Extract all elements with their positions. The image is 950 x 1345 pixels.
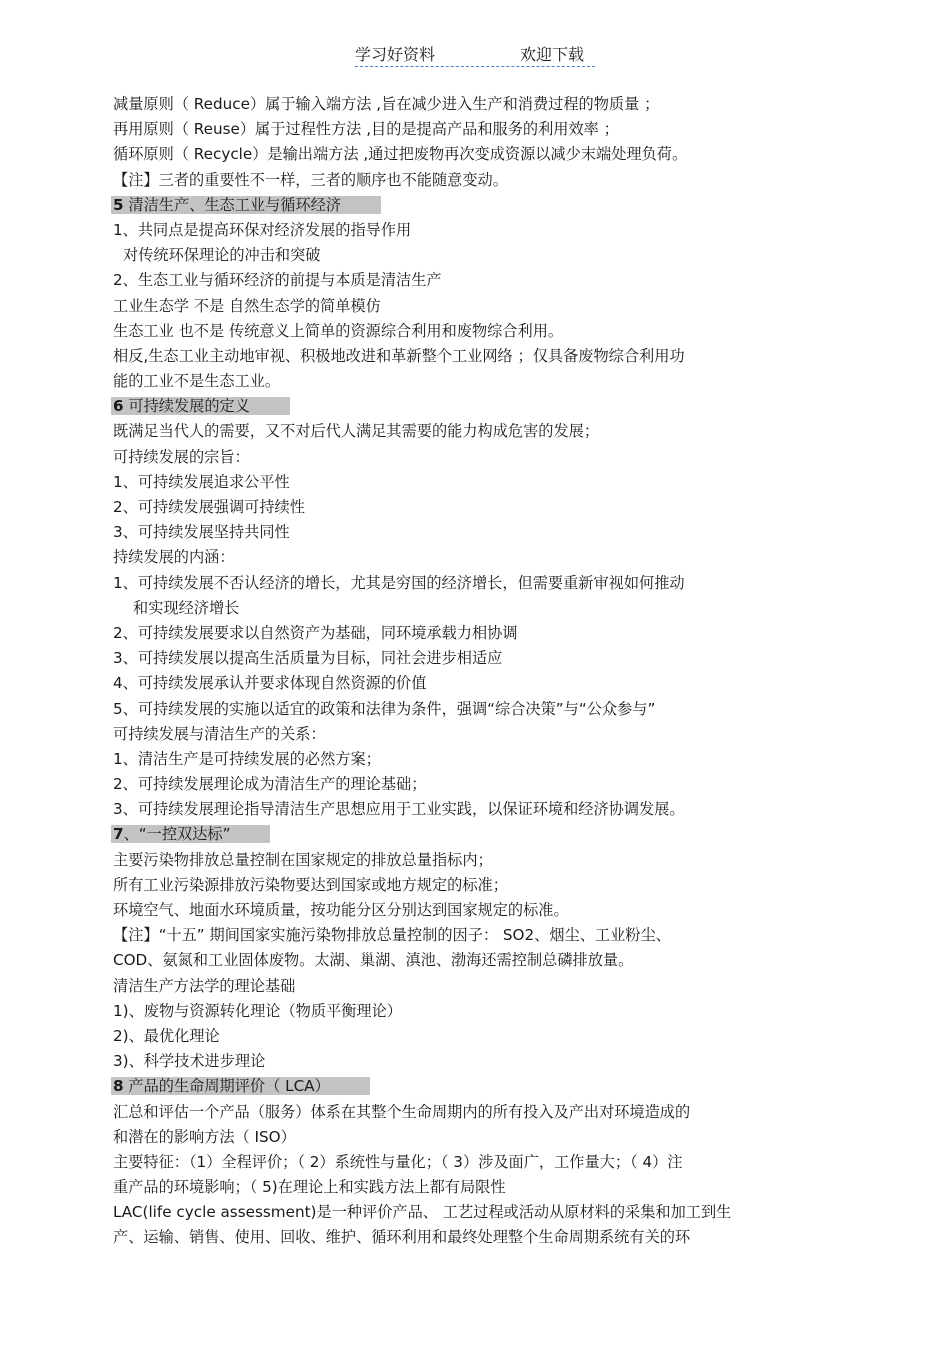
text-line: 主要污染物排放总量控制在国家规定的排放总量指标内； [113,850,493,869]
text-line: 产、运输、销售、使用、回收、维护、循环利用和最终处理整个生命周期系统有关的环 [113,1228,691,1247]
heading-number: 7 [113,825,124,844]
header-left-text: 学习好资料 [355,45,436,64]
text-line: 可持续发展的宗旨： [113,447,250,466]
text-line: 1)、废物与资源转化理论（物质平衡理论） [113,1001,402,1020]
page-header [355,40,595,67]
heading-highlight [111,397,290,415]
heading-highlight [111,1077,370,1095]
text-line: 3)、科学技术进步理论 [113,1052,266,1071]
text-line: 4、可持续发展承认并要求体现自然资源的价值 [113,674,427,693]
text-line: 可持续发展与清洁生产的关系： [113,724,326,743]
section-heading [113,394,843,419]
text-line: 重产品的环境影响；（ 5)在理论上和实践方法上都有局限性 [113,1178,506,1197]
section-heading [113,1074,843,1099]
text-line: 1、可持续发展追求公平性 [113,472,290,491]
heading-number: 8 [113,1077,124,1096]
text-line: 1、可持续发展不否认经济的增长，尤其是穷国的经济增长，但需要重新审视如何推动 [113,573,685,592]
section-heading [113,193,843,218]
text-line: 减量原则（ Reduce）属于输入端方法 ,旨在减少进入生产和消费过程的物质量 ； [113,95,660,113]
text-line: 2)、最优化理论 [113,1026,220,1045]
text-line: 清洁生产方法学的理论基础 [113,976,296,995]
text-line: 【注】“十五” 期间国家实施污染物排放总量控制的因子： SO2、烟尘、工业粉尘、 [113,926,671,945]
document-body [113,92,843,1251]
heading-text: 产品的生命周期评价（ LCA） [123,1077,330,1096]
section-heading [113,822,843,847]
text-line: 2、可持续发展理论成为清洁生产的理论基础； [113,775,427,794]
heading-text: 、“一控双达标” [123,825,231,844]
text-line: 和实现经济增长 [133,598,240,617]
text-line: 生态工业 也不是 传统意义上简单的资源综合利用和废物综合利用。 [113,321,564,340]
text-line: 1、共同点是提高环保对经济发展的指导作用 [113,220,412,239]
text-line: 所有工业污染源排放污染物要达到国家或地方规定的标准； [113,875,508,894]
text-line: 既满足当代人的需要，又不对后代人满足其需要的能力构成危害的发展； [113,422,599,441]
text-line: 3、可持续发展以提高生活质量为目标，同社会进步相适应 [113,649,503,668]
text-line: 2、生态工业与循环经济的前提与本质是清洁生产 [113,271,442,290]
text-line: COD、氨氮和工业固体废物。太湖、巢湖、滇池、渤海还需控制总磷排放量。 [113,951,634,970]
heading-highlight [111,825,270,843]
heading-number: 5 [113,195,124,214]
header-right-text: 欢迎下载 [520,45,585,64]
heading-text: 清洁生产、生态工业与循环经济 [123,195,342,214]
text-line: 1、清洁生产是可持续发展的必然方案； [113,749,381,768]
text-line: 能的工业不是生态工业。 [113,372,281,391]
text-line: 和潜在的影响方法（ ISO） [113,1127,296,1146]
text-line: LAC(life cycle assessment)是一种评价产品、 工艺过程或活动从原材料的采集和加工到生 [113,1203,732,1222]
text-line: 再用原则（ Reuse）属于过程性方法 ,目的是提高产品和服务的利用效率 ； [113,120,619,139]
text-line: 相反,生态工业主动地审视、积极地改进和革新整个工业网络 ；仅具备废物综合利用功 [113,346,685,365]
text-line: 【注】三者的重要性不一样，三者的顺序也不能随意变动。 [113,170,508,189]
text-line: 循环原则（ Recycle）是输出端方法 ,通过把废物再次变成资源以减少末端处理负荷。 [113,145,688,164]
heading-number: 6 [113,397,124,416]
text-line: 主要特征：（1）全程评价；（ 2）系统性与量化；（ 3）涉及面广，工作量大；（ 4）注 [113,1152,683,1171]
text-line: 2、可持续发展强调可持续性 [113,498,305,516]
text-line: 对传统环保理论的冲击和突破 [123,246,321,265]
text-line: 工业生态学 不是 自然生态学的简单模仿 [113,296,381,315]
text-line: 3、可持续发展理论指导清洁生产思想应用于工业实践，以保证环境和经济协调发展。 [113,800,685,819]
heading-highlight [111,196,381,214]
text-line: 2、可持续发展要求以自然资产为基础，同环境承载力相协调 [113,623,518,642]
heading-text: 可持续发展的定义 [123,397,250,416]
text-line: 汇总和评估一个产品（服务）体系在其整个生命周期内的所有投入及产出对环境造成的 [113,1102,691,1121]
text-line: 5、可持续发展的实施以适宜的政策和法律为条件，强调“综合决策”与“公众参与” [113,699,656,718]
text-line: 持续发展的内涵： [113,548,235,567]
text-line: 3、可持续发展坚持共同性 [113,523,290,542]
text-line: 环境空气、地面水环境质量，按功能分区分别达到国家规定的标准。 [113,901,569,919]
